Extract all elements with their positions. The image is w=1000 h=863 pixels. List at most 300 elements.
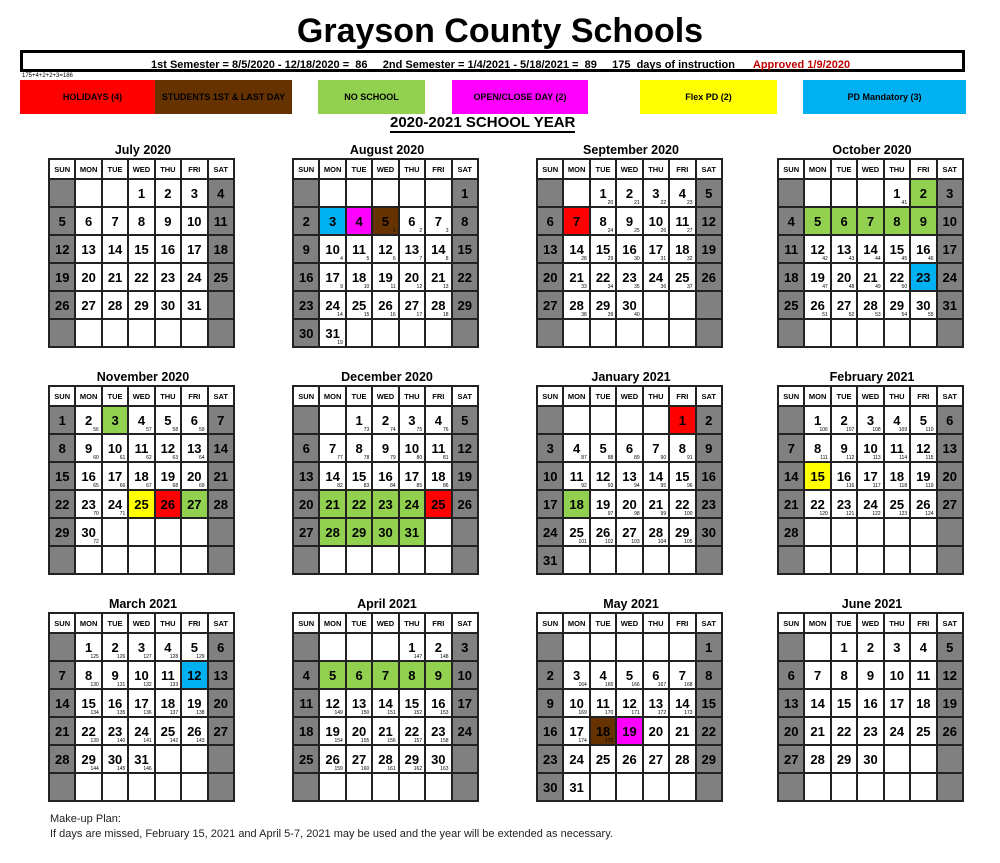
day-number: 24 — [134, 723, 149, 739]
day-number: 8 — [137, 213, 146, 229]
day-number: 1 — [814, 412, 822, 428]
day-cell — [563, 717, 589, 745]
day-cell — [643, 689, 669, 717]
instruction-day-count: 110 — [925, 427, 934, 433]
month-title: April 2021 — [357, 597, 417, 611]
instruction-day-count: 166 — [631, 682, 640, 688]
empty-cell — [49, 773, 75, 801]
instruction-day-count: 100 — [684, 511, 693, 517]
day-cell — [75, 235, 101, 263]
day-cell — [563, 263, 589, 291]
day-number: 17 — [889, 695, 905, 711]
instruction-day-count: 163 — [440, 766, 449, 772]
day-cell — [937, 235, 963, 263]
day-number: 17 — [542, 496, 558, 512]
day-cell — [910, 661, 936, 689]
day-number: 7 — [787, 440, 795, 456]
empty-cell — [155, 319, 181, 347]
empty-cell — [937, 518, 963, 546]
day-number: 23 — [542, 751, 558, 767]
day-number: 17 — [942, 241, 957, 257]
month-title: October 2020 — [832, 143, 912, 157]
day-number: 2 — [434, 639, 442, 655]
day-number: 15 — [675, 468, 690, 484]
day-cell — [831, 291, 857, 319]
day-number: 2 — [381, 412, 390, 428]
instruction-day-count: 30 — [634, 256, 640, 262]
day-number: 7 — [58, 667, 66, 683]
instruction-day-count: 109 — [898, 427, 908, 433]
day-cell — [563, 689, 589, 717]
month-table — [777, 385, 964, 575]
day-cell — [425, 291, 451, 319]
day-number: 11 — [352, 241, 366, 257]
day-number: 27 — [81, 297, 96, 313]
instruction-day-count: 125 — [90, 654, 99, 660]
day-number: 27 — [351, 751, 367, 767]
instruction-day-count: 158 — [440, 738, 449, 744]
day-number: 21 — [213, 468, 228, 484]
day-cell — [590, 490, 616, 518]
day-number: 18 — [595, 723, 611, 739]
day-cell — [831, 745, 857, 773]
instruction-day-count: 20 — [607, 200, 614, 206]
weekday-header: FRI — [181, 159, 207, 179]
day-cell — [181, 263, 207, 291]
day-cell — [778, 291, 804, 319]
instruction-day-count: 103 — [631, 539, 640, 545]
instruction-day-count: 112 — [846, 455, 855, 461]
day-cell — [102, 207, 128, 235]
empty-cell — [49, 546, 75, 574]
instruction-day-count: 25 — [634, 228, 640, 234]
day-number: 25 — [569, 524, 584, 540]
instruction-day-count: 13 — [442, 284, 449, 290]
empty-cell — [102, 773, 128, 801]
instruction-day-count: 53 — [875, 312, 881, 318]
empty-cell — [399, 773, 425, 801]
empty-cell — [669, 773, 695, 801]
day-cell — [590, 745, 616, 773]
day-cell — [346, 490, 372, 518]
weekday-header: THU — [399, 386, 425, 406]
day-cell — [208, 263, 234, 291]
day-cell — [181, 235, 207, 263]
day-number: 28 — [378, 751, 393, 767]
day-cell — [537, 717, 563, 745]
day-number: 24 — [187, 269, 202, 285]
empty-cell — [181, 518, 207, 546]
legend-firstlast: STUDENTS 1ST & LAST DAY — [155, 80, 292, 114]
day-cell — [208, 235, 234, 263]
empty-cell — [293, 546, 319, 574]
instruction-day-count: 41 — [901, 200, 908, 206]
day-cell — [778, 434, 804, 462]
day-cell — [128, 179, 154, 207]
day-cell — [208, 717, 234, 745]
day-cell — [616, 235, 642, 263]
instruction-day-count: 115 — [925, 455, 934, 461]
day-cell — [857, 661, 883, 689]
weekday-header: THU — [643, 159, 669, 179]
day-cell — [102, 406, 128, 434]
instruction-day-count: 120 — [819, 511, 828, 517]
instruction-day-count: 167 — [657, 682, 667, 688]
instruction-day-count: 92 — [581, 483, 587, 489]
instruction-day-count: 24 — [607, 228, 614, 234]
weekday-header: SAT — [696, 386, 722, 406]
day-cell — [425, 434, 451, 462]
day-number: 11 — [596, 695, 610, 711]
day-number: 11 — [213, 213, 228, 229]
day-number: 21 — [569, 269, 584, 285]
day-number: 5 — [625, 667, 634, 683]
day-number: 4 — [678, 185, 686, 201]
empty-cell — [155, 518, 181, 546]
weekday-header: SUN — [537, 613, 563, 633]
day-number: 5 — [381, 213, 390, 229]
page-title — [0, 12, 1000, 51]
empty-cell — [831, 546, 857, 574]
day-number: 22 — [810, 496, 825, 512]
day-cell — [425, 235, 451, 263]
day-cell — [102, 235, 128, 263]
day-cell — [857, 207, 883, 235]
day-number: 24 — [569, 751, 584, 767]
day-number: 5 — [190, 639, 198, 655]
day-number: 8 — [408, 667, 416, 683]
instruction-day-count: 49 — [875, 284, 881, 290]
day-cell — [937, 179, 963, 207]
day-number: 25 — [160, 723, 176, 739]
month-may-2021 — [536, 597, 726, 802]
day-number: 31 — [187, 297, 202, 313]
empty-cell — [319, 179, 345, 207]
day-cell — [425, 263, 451, 291]
day-cell — [616, 207, 642, 235]
day-cell — [181, 406, 207, 434]
instruction-day-count: 10 — [363, 284, 370, 290]
day-cell — [49, 518, 75, 546]
day-cell — [399, 633, 425, 661]
instruction-day-count: 150 — [360, 710, 370, 716]
day-number: 4 — [599, 667, 607, 683]
empty-cell — [49, 319, 75, 347]
instruction-day-count: 91 — [686, 455, 693, 461]
day-number: 7 — [573, 213, 581, 229]
empty-cell — [208, 773, 234, 801]
instruction-day-count: 107 — [845, 427, 855, 433]
instruction-day-count: 137 — [169, 710, 179, 716]
day-cell — [155, 235, 181, 263]
day-number: 13 — [942, 440, 957, 456]
day-number: 25 — [351, 297, 367, 313]
day-cell — [910, 207, 936, 235]
day-cell — [293, 462, 319, 490]
empty-cell — [910, 546, 936, 574]
month-table — [536, 158, 723, 348]
day-cell — [616, 518, 642, 546]
day-number: 27 — [213, 723, 228, 739]
day-cell — [831, 434, 857, 462]
day-cell — [937, 406, 963, 434]
day-number: 25 — [298, 751, 314, 767]
weekday-header: TUE — [590, 613, 616, 633]
empty-cell — [937, 773, 963, 801]
day-cell — [155, 179, 181, 207]
day-cell — [319, 689, 345, 717]
day-number: 30 — [160, 297, 176, 313]
instruction-day-count: 132 — [143, 682, 152, 688]
day-number: 26 — [187, 723, 202, 739]
weekday-header: TUE — [102, 159, 128, 179]
day-cell — [452, 263, 478, 291]
day-cell — [831, 717, 857, 745]
day-cell — [155, 207, 181, 235]
day-cell — [590, 179, 616, 207]
day-cell — [75, 263, 101, 291]
empty-cell — [884, 773, 910, 801]
instruction-day-count: 86 — [442, 483, 449, 489]
instruction-day-count: 79 — [390, 455, 396, 461]
day-cell — [590, 518, 616, 546]
instruction-day-count: 153 — [440, 710, 449, 716]
empty-cell — [804, 773, 830, 801]
day-number: 15 — [351, 468, 367, 484]
empty-cell — [563, 179, 589, 207]
day-cell — [102, 689, 128, 717]
day-cell — [563, 291, 589, 319]
day-cell — [616, 689, 642, 717]
day-number: 30 — [622, 297, 637, 313]
weekday-header: TUE — [831, 613, 857, 633]
day-cell — [399, 689, 425, 717]
day-cell — [181, 434, 207, 462]
empty-cell — [181, 745, 207, 773]
day-number: 24 — [457, 723, 472, 739]
day-cell — [643, 434, 669, 462]
day-cell — [155, 661, 181, 689]
weekday-header: THU — [155, 159, 181, 179]
weekday-header: THU — [155, 613, 181, 633]
day-cell — [49, 745, 75, 773]
empty-cell — [563, 633, 589, 661]
day-number: 10 — [542, 468, 558, 484]
day-cell — [399, 263, 425, 291]
day-cell — [49, 406, 75, 434]
day-cell — [884, 406, 910, 434]
day-sum-note: 175+4+2+2+3=186 — [22, 73, 73, 79]
day-number: 23 — [863, 723, 878, 739]
instruction-day-count: 66 — [119, 483, 126, 489]
day-number: 3 — [573, 667, 581, 683]
instruction-day-count: 35 — [634, 284, 640, 290]
month-january-2021 — [536, 370, 726, 575]
day-number: 17 — [404, 468, 420, 484]
day-cell — [804, 490, 830, 518]
day-cell — [293, 263, 319, 291]
empty-cell — [831, 179, 857, 207]
day-cell — [75, 207, 101, 235]
day-cell — [696, 462, 722, 490]
instruction-day-count: 50 — [901, 284, 908, 290]
day-cell — [346, 717, 372, 745]
day-number: 6 — [946, 412, 954, 428]
day-cell — [884, 263, 910, 291]
day-number: 14 — [675, 695, 690, 711]
day-cell — [425, 689, 451, 717]
day-number: 2 — [302, 213, 310, 229]
day-cell — [778, 207, 804, 235]
day-number: 18 — [569, 496, 584, 512]
day-cell — [155, 462, 181, 490]
day-number: 26 — [622, 751, 637, 767]
instruction-day-count: 93 — [607, 483, 614, 489]
day-number: 22 — [54, 496, 70, 512]
day-number: 15 — [810, 468, 825, 484]
day-cell — [884, 661, 910, 689]
day-cell — [155, 263, 181, 291]
day-number: 3 — [652, 185, 660, 201]
day-number: 28 — [810, 751, 825, 767]
makeup-text: If days are missed, February 15, 2021 and April 5-7, 2021 may be used and the year will be extended as necessary. — [50, 828, 613, 840]
weekday-header: FRI — [669, 159, 695, 179]
day-cell — [857, 406, 883, 434]
empty-cell — [669, 546, 695, 574]
day-cell — [831, 263, 857, 291]
day-cell — [155, 717, 181, 745]
instruction-day-count: 159 — [334, 766, 343, 772]
day-cell — [590, 661, 616, 689]
day-number: 29 — [836, 751, 852, 767]
day-number: 21 — [810, 723, 825, 739]
day-number: 9 — [625, 213, 634, 229]
day-number: 4 — [893, 412, 901, 428]
day-number: 8 — [705, 667, 713, 683]
instruction-day-count: 108 — [872, 427, 881, 433]
weekday-header: THU — [399, 613, 425, 633]
instruction-day-count: 114 — [899, 455, 908, 461]
empty-cell — [181, 546, 207, 574]
day-cell — [669, 462, 695, 490]
weekday-header: MON — [75, 159, 101, 179]
instruction-day-count: 9 — [340, 284, 343, 290]
day-cell — [643, 263, 669, 291]
empty-cell — [804, 633, 830, 661]
empty-cell — [319, 406, 345, 434]
day-cell — [884, 434, 910, 462]
empty-cell — [696, 291, 722, 319]
day-cell — [372, 717, 398, 745]
day-number: 11 — [299, 695, 314, 711]
empty-cell — [346, 546, 372, 574]
day-number: 13 — [351, 695, 367, 711]
day-number: 13 — [81, 241, 96, 257]
day-cell — [346, 689, 372, 717]
day-cell — [452, 717, 478, 745]
instruction-day-count: 7 — [419, 256, 423, 262]
day-number: 18 — [351, 269, 367, 285]
day-number: 4 — [919, 639, 927, 655]
day-number: 4 — [164, 639, 172, 655]
instruction-day-count: 60 — [93, 455, 99, 461]
instruction-day-count: 82 — [337, 483, 343, 489]
day-cell — [669, 263, 695, 291]
day-cell — [563, 661, 589, 689]
day-cell — [452, 235, 478, 263]
day-cell — [563, 490, 589, 518]
empty-cell — [75, 319, 101, 347]
day-cell — [346, 518, 372, 546]
empty-cell — [181, 773, 207, 801]
empty-cell — [590, 546, 616, 574]
day-number: 28 — [648, 524, 664, 540]
day-number: 17 — [187, 241, 202, 257]
day-cell — [537, 263, 563, 291]
day-cell — [293, 235, 319, 263]
month-table — [536, 385, 723, 575]
empty-cell — [452, 745, 478, 773]
day-number: 11 — [134, 440, 149, 456]
day-number: 30 — [431, 751, 446, 767]
title-text: Grayson County Schools — [297, 12, 703, 53]
day-cell — [537, 689, 563, 717]
day-number: 29 — [457, 297, 472, 313]
day-number: 3 — [137, 639, 146, 655]
day-cell — [884, 462, 910, 490]
instruction-day-count: 42 — [822, 256, 828, 262]
weekday-header: THU — [643, 386, 669, 406]
day-number: 26 — [701, 269, 716, 285]
day-cell — [425, 745, 451, 773]
empty-cell — [319, 546, 345, 574]
weekday-header: WED — [372, 159, 398, 179]
instruction-day-count: 162 — [413, 766, 423, 772]
day-number: 22 — [404, 723, 420, 739]
instruction-day-count: 97 — [607, 511, 614, 517]
day-cell — [616, 291, 642, 319]
legend-holiday: HOLIDAYS (4) — [20, 80, 165, 114]
day-number: 30 — [916, 297, 931, 313]
weekday-header: WED — [372, 386, 398, 406]
day-number: 19 — [942, 695, 957, 711]
legend-flex: Flex PD (2) — [640, 80, 777, 114]
day-number: 3 — [190, 185, 198, 201]
day-cell — [884, 179, 910, 207]
day-cell — [884, 633, 910, 661]
day-number: 5 — [461, 412, 469, 428]
day-number: 1 — [599, 185, 607, 201]
day-cell — [643, 462, 669, 490]
day-number: 14 — [783, 468, 799, 484]
empty-cell — [346, 633, 372, 661]
day-cell — [884, 490, 910, 518]
empty-cell — [128, 773, 154, 801]
day-number: 13 — [622, 468, 637, 484]
day-cell — [425, 717, 451, 745]
day-cell — [155, 490, 181, 518]
instruction-day-count: 106 — [819, 427, 828, 433]
day-cell — [452, 207, 478, 235]
day-cell — [452, 490, 478, 518]
day-cell — [884, 207, 910, 235]
month-title: September 2020 — [583, 143, 679, 157]
weekday-header: TUE — [346, 386, 372, 406]
day-cell — [452, 406, 478, 434]
day-cell — [831, 490, 857, 518]
day-number: 14 — [569, 241, 584, 257]
instruction-day-count: 4 — [340, 256, 343, 262]
